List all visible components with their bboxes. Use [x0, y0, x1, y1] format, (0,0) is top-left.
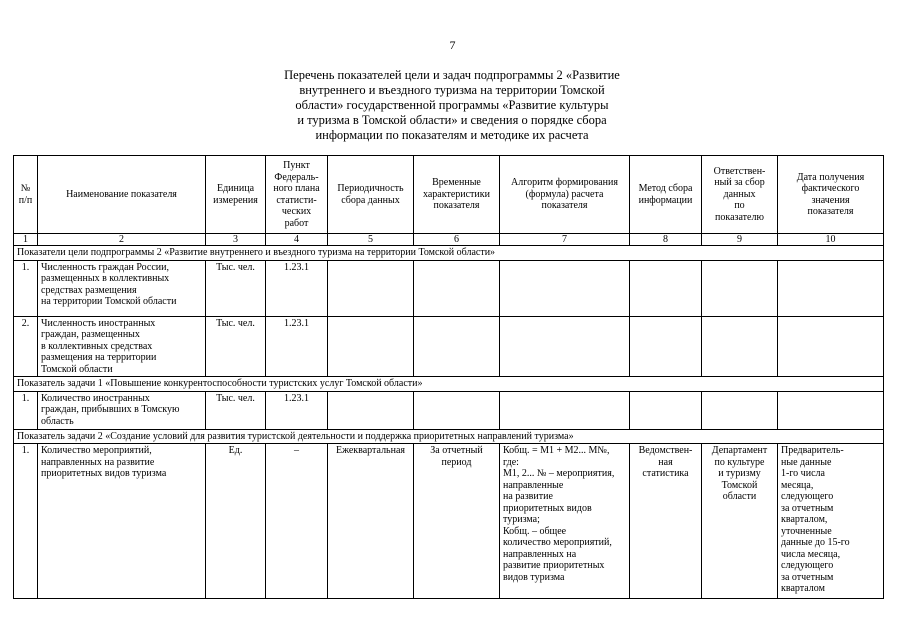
collection-method [630, 316, 702, 377]
indicator-name [38, 316, 206, 377]
unit: Ед. [206, 444, 266, 599]
cell-line: Дата получения [796, 171, 865, 183]
column-number: 8 [630, 234, 702, 246]
column-header [630, 156, 702, 234]
row-number: 2. [14, 316, 38, 377]
time-characteristics [414, 444, 500, 599]
cell-line: размещенных в коллективных [41, 273, 170, 284]
cell-line: Временные [432, 177, 481, 189]
cell-line: данных [723, 188, 756, 200]
cell-line: показателя [541, 200, 588, 212]
column-number: 2 [38, 234, 206, 246]
cell-line: Пункт [283, 160, 310, 171]
cell-line: Томской области [41, 363, 113, 375]
column-number-row [14, 234, 884, 246]
cell-line: За отчетный [430, 445, 483, 456]
plan-item: 1.23.1 [266, 260, 328, 316]
cell-line: по [734, 200, 745, 212]
calculation-algorithm [500, 391, 630, 429]
actual-value-date [778, 316, 884, 377]
indicator-name [38, 391, 206, 429]
section-title: Показатель задачи 1 «Повышение конкурентоспособности туристских услуг Томской области» [14, 377, 884, 392]
column-header [266, 156, 328, 234]
cell-line: ный за сбор [714, 177, 765, 189]
cell-line: и туризму [718, 468, 761, 479]
cell-line: средствах размещения [41, 284, 137, 296]
actual-value-date [778, 444, 884, 599]
cell-line: Ежеквартальная [335, 445, 406, 456]
table-body [14, 156, 884, 599]
title-line: Перечень показателей цели и задач подпрограммы 2 «Развитие [284, 68, 620, 82]
cell-line: где: [503, 456, 519, 468]
cell-line: значения [811, 194, 850, 206]
cell-line: количество мероприятий, [503, 537, 612, 548]
collection-method [630, 391, 702, 429]
cell-line: видов туризма [503, 571, 565, 583]
column-number: 4 [266, 234, 328, 246]
column-header [500, 156, 630, 234]
table-row [14, 260, 884, 316]
responsible-party [702, 260, 778, 316]
column-header [38, 156, 206, 234]
table-row [14, 391, 884, 429]
column-header [778, 156, 884, 234]
cell-line: Наименование показателя [66, 188, 177, 200]
row-number: 1. [14, 260, 38, 316]
cell-line: Предваритель- [781, 445, 844, 456]
cell-line: граждан, размещенных [41, 329, 140, 340]
calculation-algorithm [500, 444, 630, 599]
column-header [14, 156, 38, 234]
cell-line: показателю [715, 211, 764, 223]
title-line: внутреннего и въездного туризма на территории Томской [299, 83, 605, 97]
responsible-party [702, 444, 778, 599]
cell-line: статистика [642, 468, 689, 479]
unit: Тыс. чел. [206, 316, 266, 377]
time-characteristics [414, 260, 500, 316]
responsible-party [702, 391, 778, 429]
cell-line: Департамент [711, 445, 768, 456]
title-line: и туризма в Томской области» и сведения о порядке сбора [297, 113, 607, 127]
cell-line: Ведомствен- [638, 445, 693, 456]
column-header [206, 156, 266, 234]
cell-line: измерения [213, 194, 258, 206]
cell-line: показателя [807, 206, 854, 217]
section-row [14, 429, 884, 444]
section-title: Показатели цели подпрограммы 2 «Развитие внутреннего и въездного туризма на территории Томской области» [14, 246, 884, 261]
cell-line: характеристики [422, 188, 490, 200]
cell-line: Количество иностранных [41, 392, 150, 404]
unit: Тыс. чел. [206, 260, 266, 316]
cell-line: туризма; [503, 514, 540, 525]
column-header [702, 156, 778, 234]
section-row [14, 246, 884, 261]
time-characteristics [414, 391, 500, 429]
column-number: 5 [328, 234, 414, 246]
cell-line: (формула) расчета [525, 188, 604, 200]
document-title [232, 68, 672, 143]
page-number: 7 [449, 38, 456, 52]
cell-line: ческих [281, 206, 312, 217]
column-number: 1 [14, 234, 38, 246]
cell-line: области [722, 491, 757, 502]
cell-line: на территории Томской области [41, 296, 177, 307]
cell-line: Федераль- [274, 171, 319, 183]
cell-line: за отчетным [781, 502, 834, 514]
cell-line: информации [638, 194, 693, 206]
cell-line: граждан, прибывших в Томскую [41, 404, 180, 415]
cell-line: размещения на территории [41, 352, 157, 363]
cell-line: направленных на развитие [41, 456, 155, 468]
cell-line: ные данные [781, 456, 832, 468]
table-row [14, 444, 884, 599]
cell-line: кварталом [781, 583, 825, 594]
cell-line: приоритетных видов [503, 502, 592, 514]
periodicity [328, 316, 414, 377]
cell-line: на развитие [503, 491, 553, 502]
indicator-name [38, 260, 206, 316]
cell-line: Кобщ. = М1 + М2... М№, [503, 445, 610, 456]
cell-line: Периодичность [337, 183, 404, 194]
header-row [14, 156, 884, 234]
plan-item: – [266, 444, 328, 599]
cell-line: Метод сбора [638, 183, 693, 194]
cell-line: статисти- [276, 194, 317, 206]
cell-line: за отчетным [781, 571, 834, 583]
cell-line: ного плана [273, 183, 320, 194]
periodicity [328, 444, 414, 599]
cell-line: период [441, 456, 472, 468]
cell-line: 1-го числа [781, 468, 825, 479]
responsible-party [702, 316, 778, 377]
actual-value-date [778, 391, 884, 429]
cell-line: Численность иностранных [41, 317, 156, 329]
actual-value-date [778, 260, 884, 316]
column-number: 9 [702, 234, 778, 246]
cell-line: развитие приоритетных [503, 560, 605, 571]
cell-line: область [41, 415, 74, 427]
cell-line: уточненные [781, 525, 832, 537]
cell-line: Количество мероприятий, [41, 445, 152, 456]
section-row [14, 377, 884, 392]
cell-line: числа месяца, [781, 548, 841, 560]
cell-line: М1, 2... № – мероприятия, [503, 468, 615, 479]
cell-line: работ [284, 217, 309, 229]
column-header [328, 156, 414, 234]
column-header [414, 156, 500, 234]
indicators-table [13, 155, 884, 599]
cell-line: следующего [781, 560, 834, 571]
title-line: информации по показателям и методике их расчета [315, 128, 589, 142]
unit: Тыс. чел. [206, 391, 266, 429]
row-number: 1. [14, 444, 38, 599]
plan-item: 1.23.1 [266, 391, 328, 429]
time-characteristics [414, 316, 500, 377]
cell-line: следующего [781, 491, 834, 502]
cell-line: Ответствен- [713, 165, 766, 177]
cell-line: кварталом, [781, 514, 828, 525]
column-number: 10 [778, 234, 884, 246]
cell-line: показателя [433, 200, 480, 212]
cell-line: ная [658, 456, 673, 468]
cell-line: п/п [18, 194, 33, 206]
indicator-name [38, 444, 206, 599]
cell-line: направленные [503, 479, 564, 491]
calculation-algorithm [500, 260, 630, 316]
cell-line: Кобщ. – общее [503, 525, 567, 537]
table-row [14, 316, 884, 377]
section-title: Показатель задачи 2 «Создание условий для развития туристской деятельности и поддержка приоритетных направлений туризма» [14, 429, 884, 444]
cell-line: приоритетных видов туризма [41, 468, 167, 479]
column-number: 7 [500, 234, 630, 246]
column-number: 6 [414, 234, 500, 246]
column-number: 3 [206, 234, 266, 246]
calculation-algorithm [500, 316, 630, 377]
collection-method [630, 260, 702, 316]
title-line: области» государственной программы «Развитие культуры [295, 98, 609, 112]
cell-line: месяца, [781, 479, 814, 491]
cell-line: № [20, 183, 31, 194]
cell-line: фактического [801, 183, 860, 194]
cell-line: данные до 15-го [781, 537, 850, 548]
cell-line: в коллективных средствах [41, 340, 153, 352]
cell-line: по культуре [714, 456, 765, 468]
row-number: 1. [14, 391, 38, 429]
cell-line: Численность граждан России, [41, 261, 170, 273]
cell-line: Единица [216, 183, 255, 194]
plan-item: 1.23.1 [266, 316, 328, 377]
cell-line: Томской [721, 479, 758, 491]
cell-line: сбора данных [341, 194, 400, 206]
cell-line: направленных на [503, 548, 577, 560]
periodicity [328, 260, 414, 316]
cell-line: Алгоритм формирования [511, 177, 618, 189]
collection-method [630, 444, 702, 599]
periodicity [328, 391, 414, 429]
